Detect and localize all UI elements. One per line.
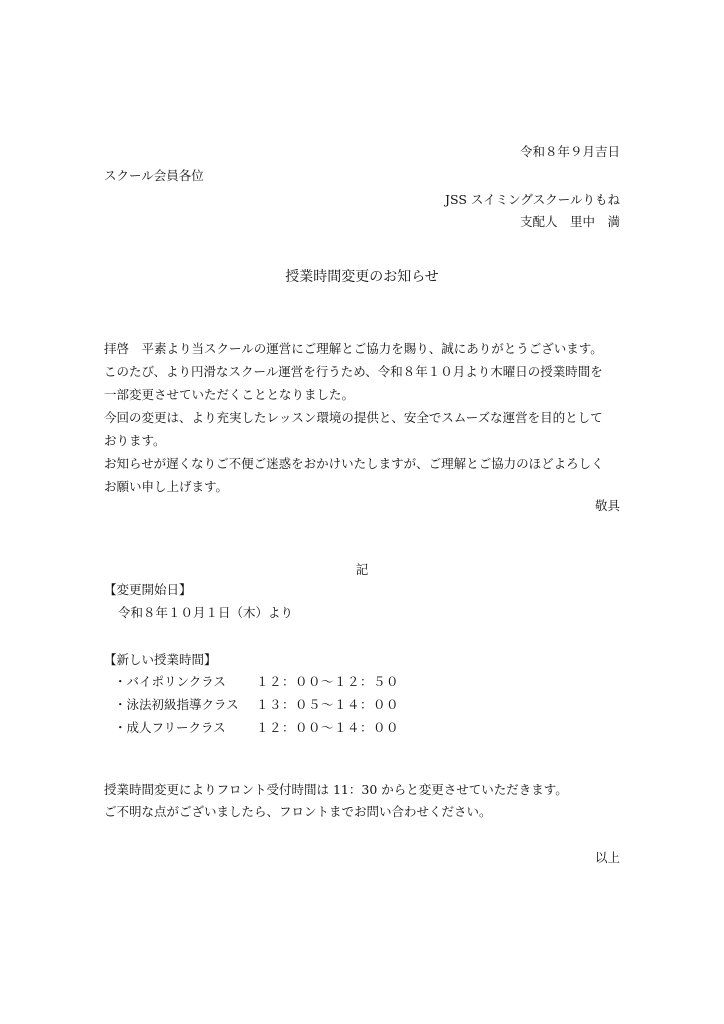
page-title: 授業時間変更のお知らせ bbox=[285, 269, 439, 285]
schedule-class: ・バイポリンクラス bbox=[114, 674, 226, 689]
body-line: お知らせが遅くなりご不便ご迷惑をおかけいたしますが、ご理解とご協力のほどよろしく bbox=[104, 456, 604, 471]
body-line: 一部変更させていただくこととなりました。 bbox=[104, 387, 355, 402]
schedule-row bbox=[114, 676, 399, 689]
schedule-time: １２：００～１４：００ bbox=[256, 720, 400, 735]
schedule-time: １３：０５～１４：００ bbox=[256, 697, 400, 712]
ki-heading: 記 bbox=[355, 562, 369, 577]
closing-keigu: 敬具 bbox=[594, 498, 620, 513]
schedule-row bbox=[114, 699, 399, 712]
end-ijou: 以上 bbox=[594, 850, 620, 865]
sender-organization: JSS スイミングスクールりもね bbox=[444, 192, 620, 207]
sender-name: 支配人 里中 満 bbox=[519, 214, 620, 229]
recipient: スクール会員各位 bbox=[104, 168, 204, 183]
schedule-class: ・成人フリークラス bbox=[114, 720, 226, 735]
schedule-heading: 【新しい授業時間】 bbox=[104, 652, 217, 667]
note-line: ご不明な点がございましたら、フロントまでお問い合わせください。 bbox=[104, 804, 492, 819]
body-line: お願い申し上げます。 bbox=[104, 479, 229, 494]
schedule-time: １２：００～１２：５０ bbox=[256, 674, 400, 689]
document-date: 令和８年９月吉日 bbox=[519, 144, 620, 159]
schedule-class: ・泳法初級指導クラス bbox=[114, 697, 239, 712]
note-line: 授業時間変更によりフロント受付時間は 11：30 からと変更させていただきます。 bbox=[104, 782, 568, 797]
body-line: 拝啓 平素より当スクールの運営にご理解とご協力を賜り、誠にありがとうございます。 bbox=[104, 341, 603, 356]
body-line: このたび、より円滑なスクール運営を行うため、令和８年１０月より木曜日の授業時間を bbox=[104, 364, 603, 379]
start-date-value: 令和８年１０月１日（木）より bbox=[118, 605, 294, 620]
schedule-row bbox=[114, 722, 399, 735]
body-line: 今回の変更は、より充実したレッスン環境の提供と、安全でスムーズな運営を目的として bbox=[104, 410, 603, 425]
body-line: おります。 bbox=[104, 433, 166, 448]
start-date-heading: 【変更開始日】 bbox=[104, 582, 192, 597]
